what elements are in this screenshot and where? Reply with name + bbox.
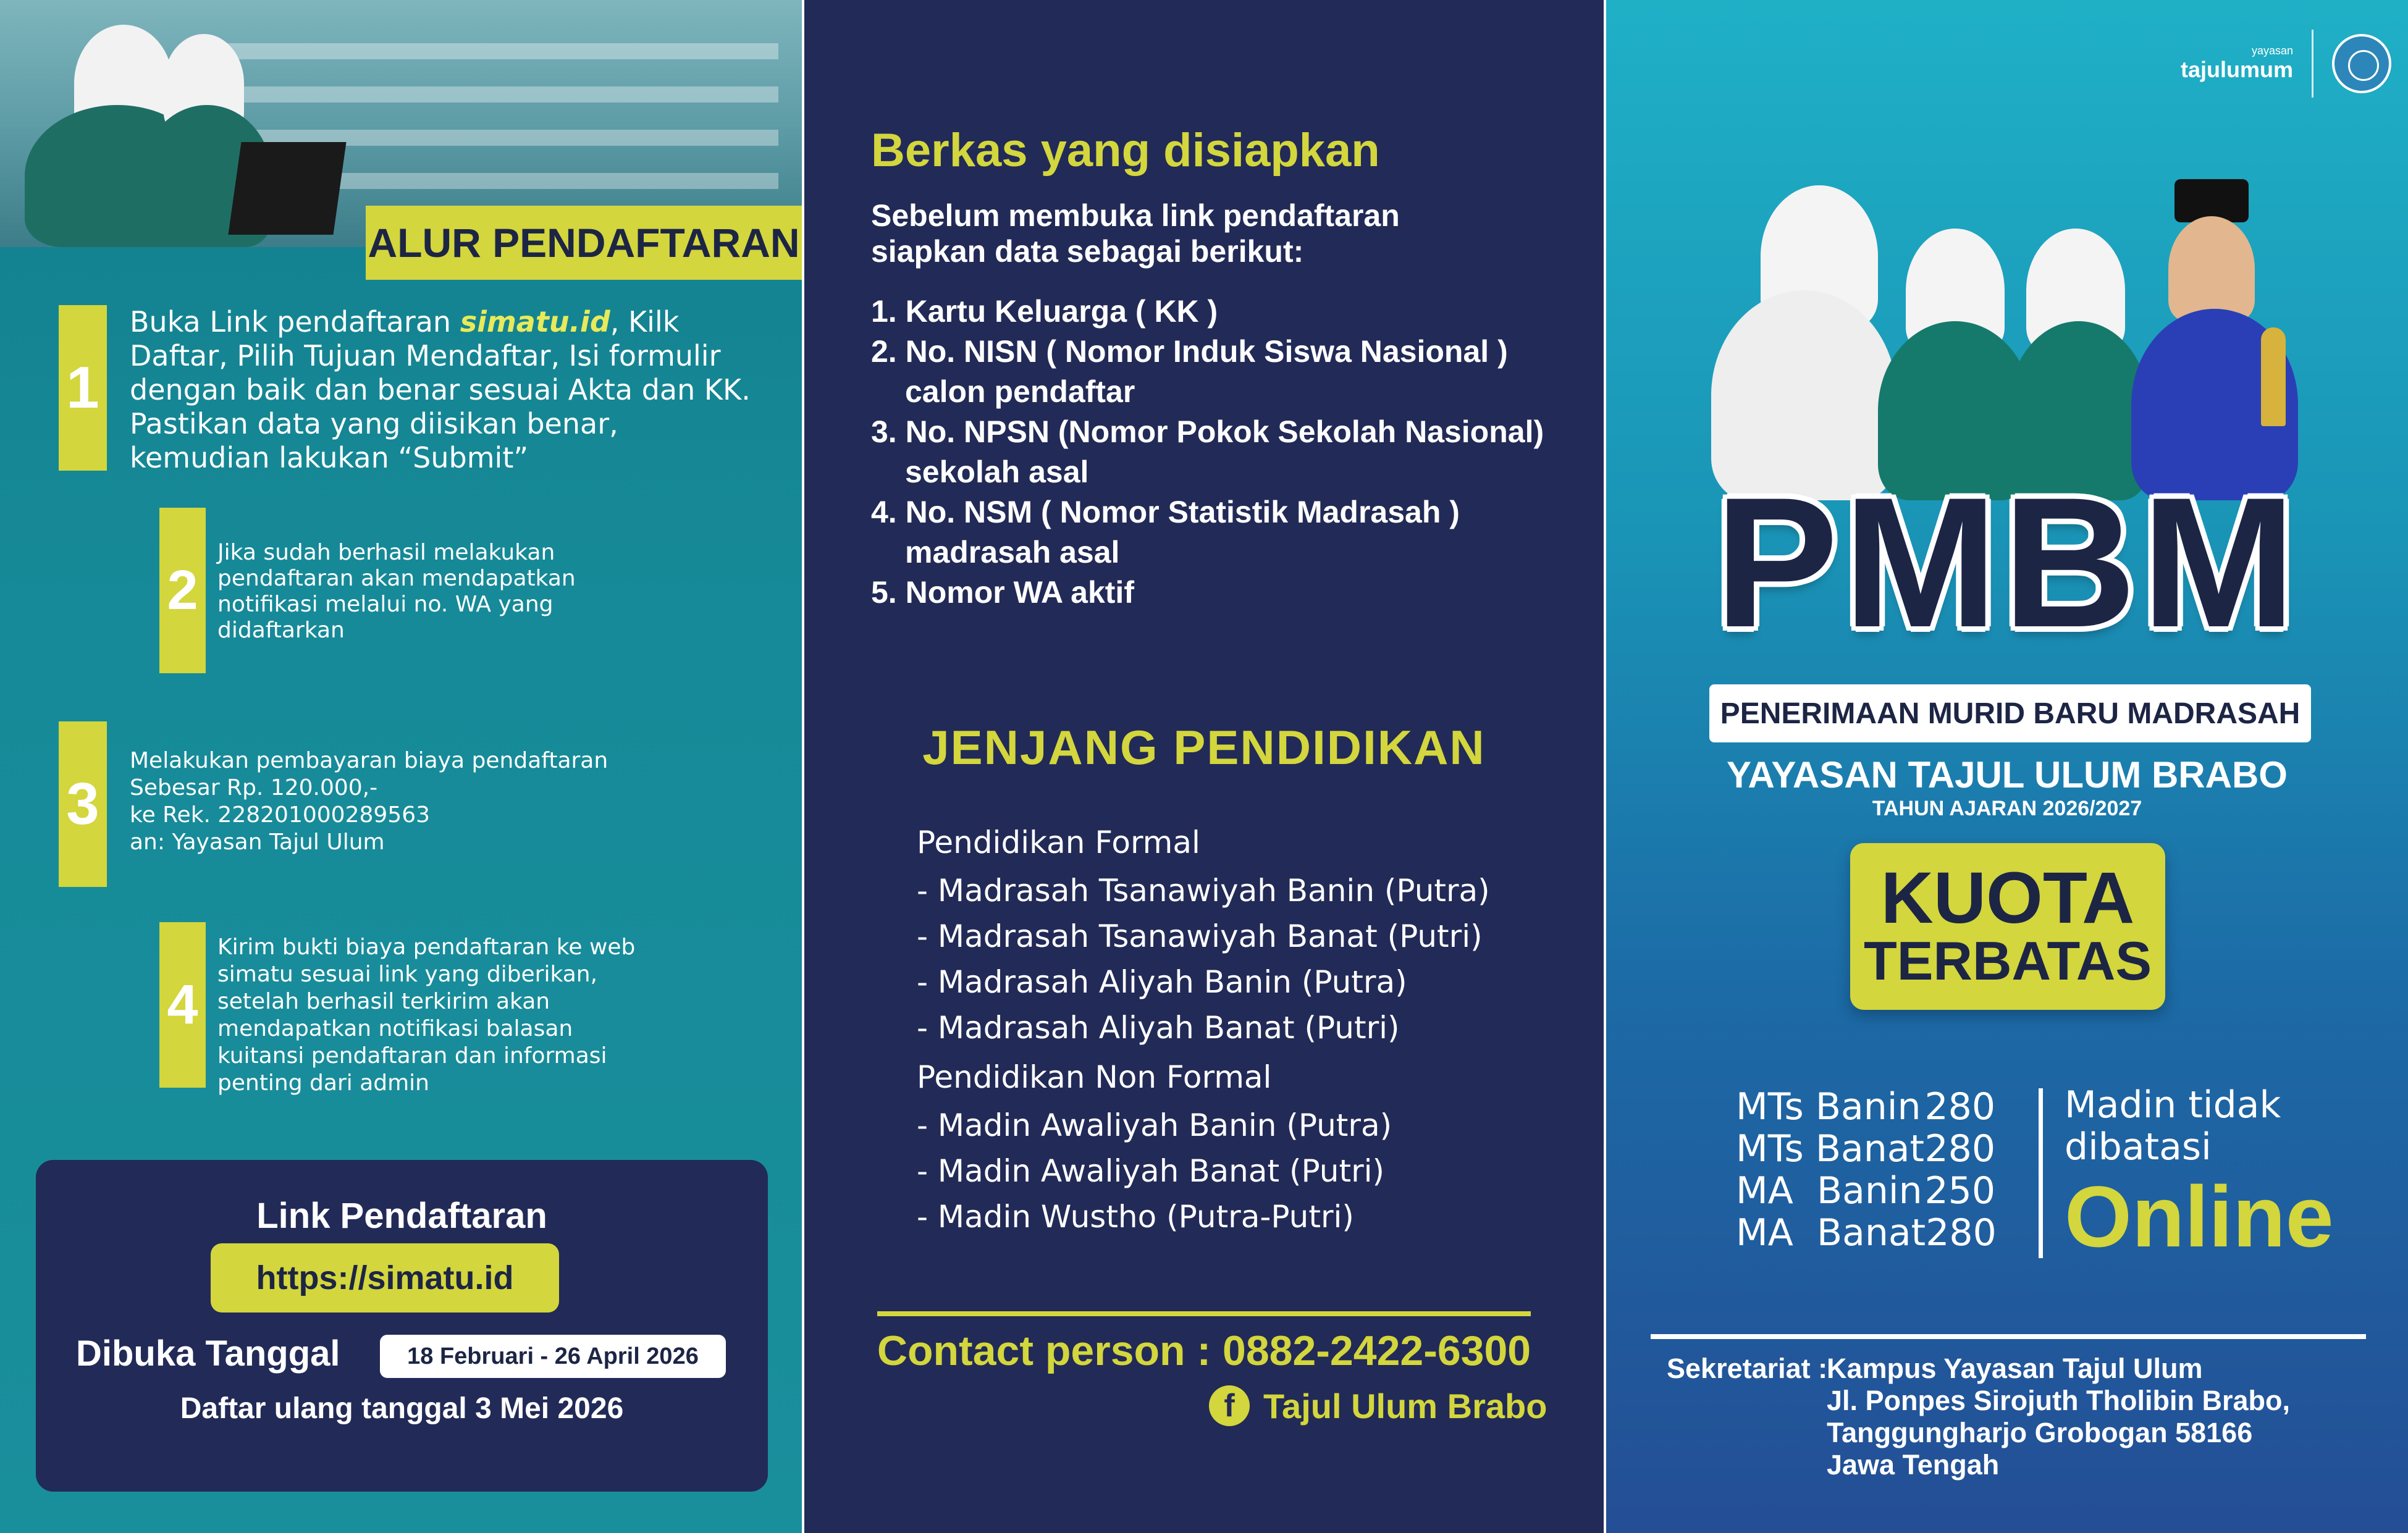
link-box-title: Link Pendaftaran: [256, 1196, 547, 1236]
left-panel: [0, 0, 802, 1533]
madin-note: [2065, 1084, 2281, 1168]
reregister-date: Daftar ulang tanggal 3 Mei 2026: [180, 1392, 624, 1425]
quota-item: [1736, 1212, 1995, 1254]
trophy-icon: [2261, 327, 2286, 426]
academic-year: TAHUN AJARAN 2026/2027: [1872, 797, 2142, 820]
quota-list: [1736, 1086, 1995, 1254]
intro-line: siapkan data sebagai berikut:: [871, 234, 1304, 269]
contact-person[interactable]: Contact person : 0882-2422-6300: [877, 1327, 1531, 1374]
step-number-2: 2: [159, 508, 206, 673]
intro-line: Sebelum membuka link pendaftaran: [871, 198, 1400, 233]
nonformal-education-title: Pendidikan Non Formal: [917, 1059, 1272, 1095]
quota-value: 250: [1924, 1169, 1995, 1212]
registration-url[interactable]: https://simatu.id: [211, 1243, 559, 1312]
foundation-logo: [2181, 44, 2293, 83]
step-3-line: Sebesar Rp. 120.000,-: [130, 775, 378, 800]
quota-value: 280: [1926, 1211, 1997, 1254]
step-number-1: 1: [59, 305, 107, 471]
foundation-logo-area: [2181, 30, 2391, 98]
formal-education-group: [917, 825, 1490, 1051]
document-item: 4. No. NSM ( Nomor Statistik Madrasah ) madrasah asal: [871, 495, 1460, 569]
main-subtitle: PENERIMAAN MURID BARU MADRASAH: [1709, 684, 2311, 742]
logo-name: tajulumum: [2181, 57, 2294, 82]
formal-education-title: Pendidikan Formal: [917, 825, 1200, 860]
quota-name: MTs Banat: [1736, 1127, 1925, 1170]
step-2-text: Jika sudah berhasil melakukan pendaftaran akan mendapatkan notifikasi melalui no. WA yang didaftarkan: [217, 540, 576, 643]
quota-item: [1736, 1128, 1995, 1170]
registration-link-box: [36, 1160, 768, 1492]
middle-panel: [804, 0, 1604, 1533]
foundation-name: YAYASAN TAJUL ULUM BRABO: [1727, 754, 2288, 796]
documents-heading: Berkas yang disiapkan: [871, 124, 1380, 177]
documents-intro: [871, 198, 1400, 269]
open-date-label: Dibuka Tanggal: [76, 1334, 340, 1374]
section-title-tag: [366, 206, 802, 280]
documents-list: [871, 292, 1575, 613]
step-3-line: Melakukan pembayaran biaya pendaftaran: [130, 748, 608, 773]
secretariat-address: [1827, 1353, 2290, 1481]
building-window-row: [204, 43, 778, 59]
step-number-3: 3: [59, 721, 107, 887]
quota-item: [1736, 1170, 1995, 1212]
document-item: 2. No. NISN ( Nomor Induk Siswa Nasional ) calon pendaftar: [871, 334, 1508, 409]
step-4-text: Kirim bukti biaya pendaftaran ke web simatu sesuai link yang diberikan, setelah berhasil terkirim akan mendapatkan notifikasi balasan kuitansi pendaftaran dan informasi penting dari admin: [217, 934, 636, 1096]
online-label: Online: [2065, 1168, 2334, 1265]
logo-small-text: yayasan: [2251, 44, 2294, 57]
quota-name: MA Banin: [1736, 1169, 1922, 1212]
quota-value: 280: [1924, 1127, 1995, 1170]
open-date-range: 18 Februari - 26 April 2026: [380, 1335, 726, 1378]
secretariat-label: Sekretariat :: [1667, 1353, 1828, 1384]
address-line: Kampus Yayasan Tajul Ulum: [1827, 1353, 2203, 1384]
step-3-line: ke Rek. 228201000289563: [130, 802, 430, 828]
step-1-link[interactable]: simatu.id: [460, 305, 610, 338]
quota-name: MTs Banin: [1736, 1085, 1921, 1128]
education-item: - Madrasah Tsanawiyah Banin (Putra): [917, 873, 1490, 909]
nonformal-education-group: [917, 1059, 1392, 1240]
ministry-seal-icon: [2332, 34, 2391, 93]
madin-line: Madin tidak: [2065, 1083, 2281, 1127]
divider: [1651, 1334, 2366, 1339]
students-illustration: [1686, 179, 2317, 500]
facebook-name: Tajul Ulum Brabo: [1263, 1386, 1547, 1426]
document-item: 3. No. NPSN (Nomor Pokok Sekolah Nasional) sekolah asal: [871, 414, 1544, 489]
quota-value: 280: [1924, 1085, 1995, 1128]
facebook-link[interactable]: [1209, 1385, 1547, 1426]
step-1-text-after: , Kilk Daftar, Pilih Tujuan Mendaftar, Isi formulir dengan baik dan benar sesuai Akta dan KK. Pastikan data yang diisikan benar, kemudian lakukan “Submit”: [130, 305, 751, 474]
quota-name: MA Banat: [1736, 1211, 1926, 1254]
quota-item: [1736, 1086, 1995, 1128]
education-item: - Madin Awaliyah Banat (Putri): [917, 1153, 1385, 1189]
step-3-text: [130, 747, 686, 856]
building-window-row: [204, 86, 778, 103]
document-item: 5. Nomor WA aktif: [871, 575, 1134, 610]
limited-quota-badge: [1850, 843, 2165, 1010]
logo-divider: [2312, 30, 2313, 98]
document-item: 1. Kartu Keluarga ( KK ): [871, 294, 1218, 329]
madin-line: dibatasi: [2065, 1125, 2212, 1169]
address-line: Tanggungharjo Grobogan 58166: [1827, 1417, 2253, 1448]
laptop: [228, 142, 346, 235]
student-face: [2168, 216, 2255, 321]
address-line: Jawa Tengah: [1827, 1449, 2000, 1480]
step-3-line: an: Yayasan Tajul Ulum: [130, 830, 385, 855]
kuota-line-1: KUOTA: [1880, 857, 2135, 939]
education-item: - Madrasah Tsanawiyah Banat (Putri): [917, 918, 1483, 954]
education-item: - Madin Wustho (Putra-Putri): [917, 1199, 1354, 1235]
step-1-text: [130, 305, 754, 475]
facebook-icon: f: [1209, 1385, 1250, 1426]
step-1-text-before: Buka Link pendaftaran: [130, 305, 460, 338]
education-item: - Madrasah Aliyah Banin (Putra): [917, 964, 1407, 1000]
kuota-line-2: TERBATAS: [1863, 930, 2152, 991]
right-panel: [1606, 0, 2408, 1533]
main-title: PMBM: [1714, 458, 2301, 666]
section-title: ALUR PENDAFTARAN: [368, 220, 800, 266]
education-item: - Madin Awaliyah Banin (Putra): [917, 1107, 1392, 1143]
levels-heading: JENJANG PENDIDIKAN: [922, 720, 1486, 775]
divider: [877, 1311, 1531, 1316]
address-line: Jl. Ponpes Sirojuth Tholibin Brabo,: [1827, 1385, 2291, 1416]
education-item: - Madrasah Aliyah Banat (Putri): [917, 1010, 1400, 1046]
quota-divider: [2039, 1088, 2043, 1258]
step-number-4: 4: [159, 922, 206, 1088]
